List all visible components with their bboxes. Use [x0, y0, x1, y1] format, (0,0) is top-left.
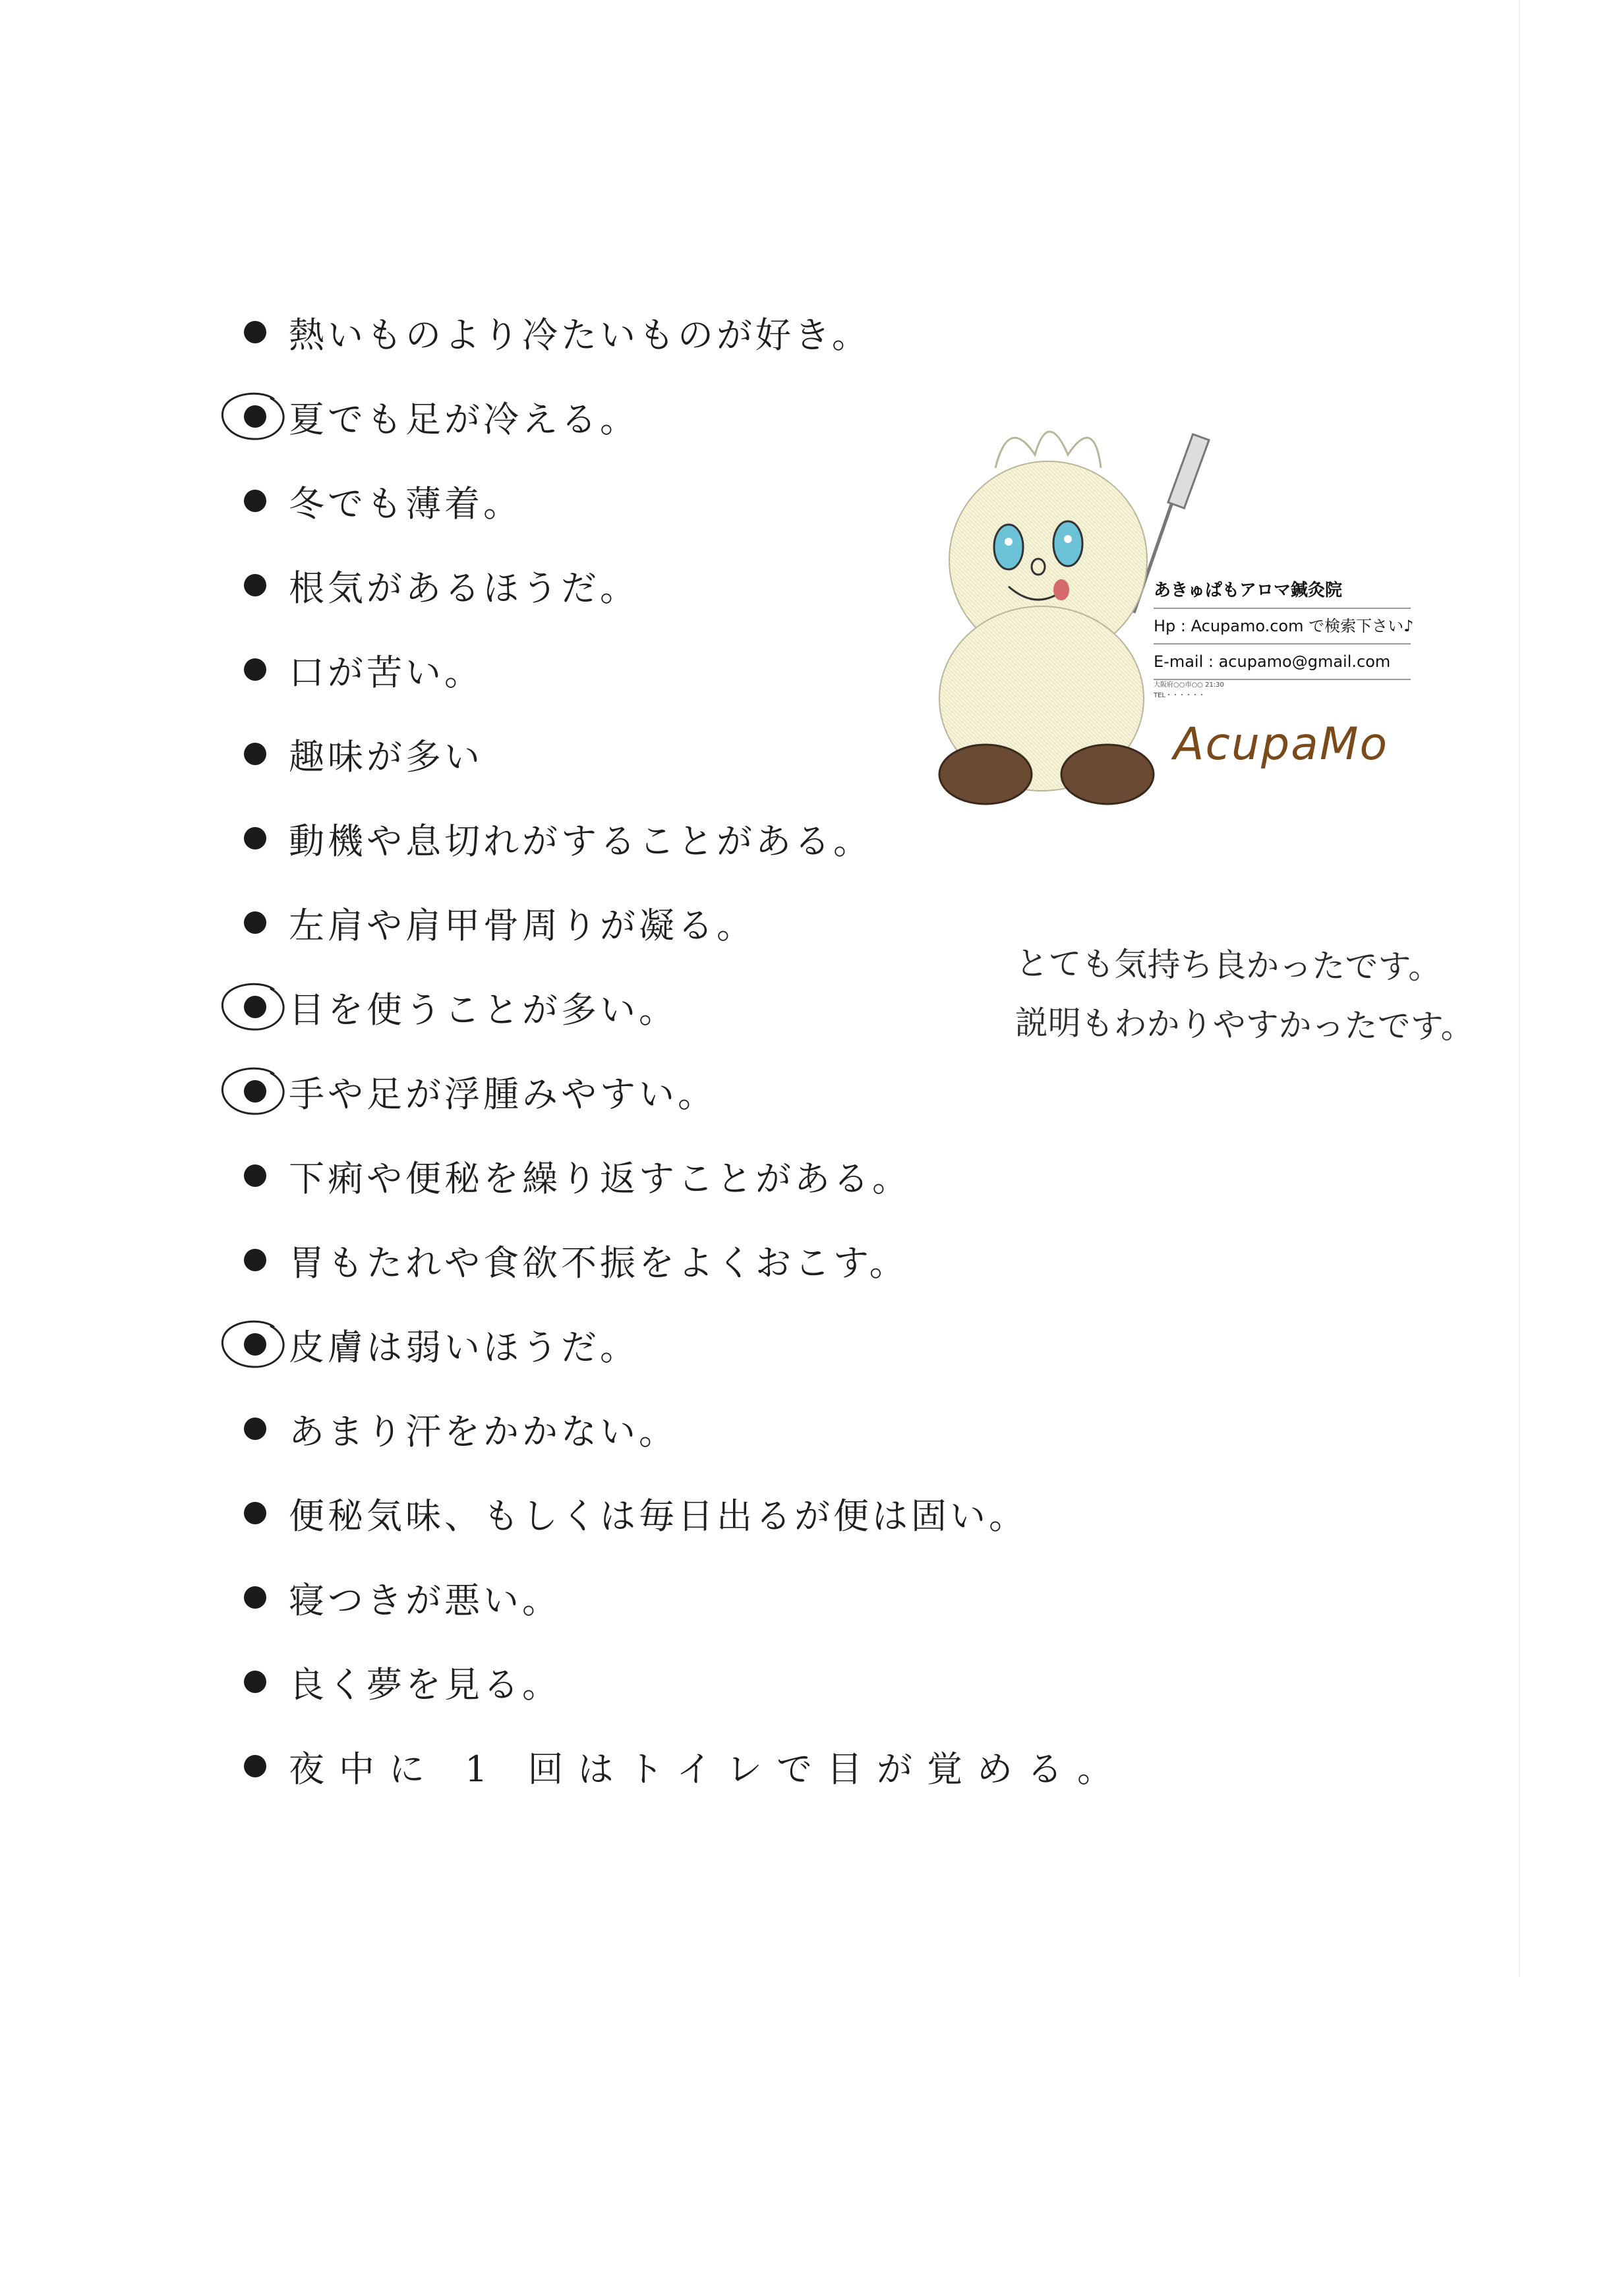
- checklist-item: [244, 1302, 1365, 1387]
- bullet-icon: [244, 827, 266, 849]
- checklist-item: [244, 1387, 1365, 1471]
- clinic-name: あきゅぱもアロマ鍼灸院: [1154, 573, 1411, 609]
- bullet-icon: [244, 658, 266, 681]
- checklist-item: [244, 1471, 1365, 1555]
- clinic-email: E-mail : acupamo@gmail.com: [1154, 645, 1411, 680]
- bullet-icon: [244, 1249, 266, 1271]
- checklist-item: [244, 1218, 1365, 1302]
- scan-edge-line: [1519, 0, 1520, 1977]
- bullet-icon: [244, 1502, 266, 1524]
- bullet-icon: [244, 1080, 266, 1103]
- bullet-icon: [244, 1755, 266, 1777]
- checklist-item-text: 手や足が浮腫みやすい。: [289, 1073, 717, 1115]
- bullet-icon: [244, 321, 266, 343]
- checklist-item-text: 冬でも薄着。: [289, 482, 522, 525]
- brand-logo-text: AcupaMo: [1173, 718, 1389, 770]
- bullet-icon: [244, 1333, 266, 1356]
- checklist-item-text: あまり汗をかかない。: [289, 1410, 678, 1452]
- checklist-item-text: 夏でも足が冷える。: [289, 398, 639, 440]
- clinic-stamp: [929, 389, 1417, 817]
- clinic-address: 大阪府○○市○○ 21:30: [1154, 681, 1224, 689]
- checklist-item-text: 目を使うことが多い。: [289, 989, 678, 1031]
- checklist-item-text: 根気があるほうだ。: [289, 567, 639, 609]
- checklist-item-text: 左肩や肩甲骨周りが凝る。: [289, 904, 755, 946]
- bullet-icon: [244, 574, 266, 596]
- checklist-item: [244, 1640, 1365, 1724]
- checklist-item-text: 便秘気味、もしくは毎日出るが便は固い。: [289, 1495, 1028, 1537]
- bullet-icon: [244, 996, 266, 1018]
- checklist-item-text: 胃もたれや食欲不振をよくおこす。: [289, 1242, 908, 1284]
- checklist-item: [244, 1134, 1365, 1218]
- stamp-info-box: [1154, 573, 1414, 701]
- checklist-item-text: 皮膚は弱いほうだ。: [289, 1326, 639, 1368]
- checklist-item-text: 熱いものより冷たいものが好き。: [289, 314, 871, 356]
- checklist-item: [244, 1724, 1365, 1808]
- checklist-item-text: 良く夢を見る。: [289, 1663, 561, 1706]
- bullet-icon: [244, 405, 266, 428]
- handwritten-comment: [1015, 934, 1475, 1056]
- bullet-icon: [244, 1164, 266, 1187]
- bullet-icon: [244, 911, 266, 934]
- checklist-item-text: 動機や息切れがすることがある。: [289, 820, 872, 862]
- checklist-item-text: 趣味が多い: [289, 735, 483, 778]
- checklist-item: [244, 1049, 1365, 1134]
- checklist-item-text: 口が苦い。: [289, 651, 483, 693]
- comment-line-1: とても気持ち良かったです。: [1015, 944, 1442, 987]
- comment-line-2: 説明もわかりやすかったです。: [1015, 1003, 1474, 1047]
- checklist-item: [244, 290, 1365, 374]
- bullet-icon: [244, 743, 266, 765]
- checklist-item-text: 夜中に 1 回はトイレで目が覚める。: [289, 1748, 1127, 1790]
- bullet-icon: [244, 1671, 266, 1693]
- checklist-item: [244, 1555, 1365, 1640]
- checklist-item-text: 下痢や便秘を繰り返すことがある。: [289, 1157, 911, 1199]
- bullet-icon: [244, 1418, 266, 1440]
- clinic-phone: TEL・・・・・・: [1154, 692, 1205, 699]
- bullet-icon: [244, 490, 266, 512]
- checklist-item-text: 寝つきが悪い。: [289, 1579, 561, 1621]
- bullet-icon: [244, 1586, 266, 1609]
- clinic-homepage: Hp : Acupamo.com で検索下さい♪: [1154, 609, 1411, 645]
